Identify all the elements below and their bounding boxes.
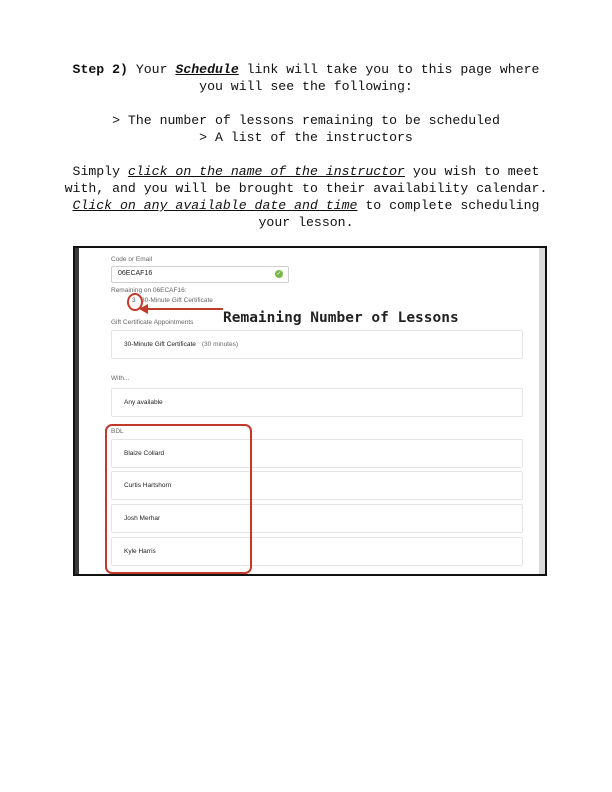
- instructor-name[interactable]: Blaize Collard: [124, 450, 165, 457]
- with-label: With...: [111, 375, 130, 382]
- instructions-emphasis-instructor: click on the name of the instructor: [127, 164, 405, 179]
- appointment-name: 30-Minute Gift Certificate: [124, 341, 196, 348]
- screenshot-left-rail: [75, 248, 79, 574]
- check-icon: ✓: [276, 271, 282, 277]
- bdl-label: BDL: [111, 428, 124, 435]
- instructor-name[interactable]: Josh Merhar: [124, 515, 161, 522]
- appointment-text: [124, 341, 238, 348]
- step-label: Step 2): [72, 62, 128, 77]
- bullet-remaining: > The number of lessons remaining to be scheduled: [112, 113, 500, 128]
- instructions-emphasis-date: Click on any available date and time: [72, 198, 358, 213]
- remaining-label: Remaining on 06ECAF16:: [111, 287, 187, 294]
- step-text-before: Your: [127, 62, 176, 77]
- bullet-instructors: > A list of the instructors: [199, 130, 413, 145]
- instructors-highlight-box: [105, 424, 252, 574]
- arrow-left-icon: [139, 304, 148, 314]
- step-text-after: link will take you to this page where you will see the following:: [199, 62, 540, 94]
- schedule-link[interactable]: Schedule: [175, 62, 239, 77]
- code-label: Code or Email: [111, 256, 153, 263]
- instructor-name[interactable]: Curtis Hartshorn: [124, 482, 172, 489]
- any-available-label: Any available: [124, 399, 163, 406]
- instructions-mid: you wish to meet with, and you will be brought to their availability calendar.: [64, 164, 548, 196]
- instructor-name[interactable]: Kyle Harris: [124, 548, 156, 555]
- schedule-screenshot: [73, 246, 547, 576]
- step-paragraph: [60, 61, 552, 95]
- appointment-type-row[interactable]: [111, 330, 523, 359]
- instructions-lead: Simply: [72, 164, 128, 179]
- remaining-item: 30-Minute Gift Certificate: [141, 297, 213, 304]
- callout-text: Remaining Number of Lessons: [223, 310, 459, 326]
- any-available-row[interactable]: [111, 388, 523, 417]
- instructions-paragraph: [60, 163, 552, 231]
- code-value: 06ECAF16: [118, 270, 153, 277]
- screenshot-scrollbar[interactable]: [539, 248, 545, 574]
- section-label: Gift Certificate Appointments: [111, 319, 194, 326]
- instructions-tail: to complete scheduling your lesson.: [258, 198, 540, 230]
- code-field[interactable]: [111, 266, 289, 283]
- callout-arrow-line: [145, 308, 223, 310]
- appointment-duration: (30 minutes): [201, 341, 239, 348]
- remaining-count: 3: [132, 297, 136, 304]
